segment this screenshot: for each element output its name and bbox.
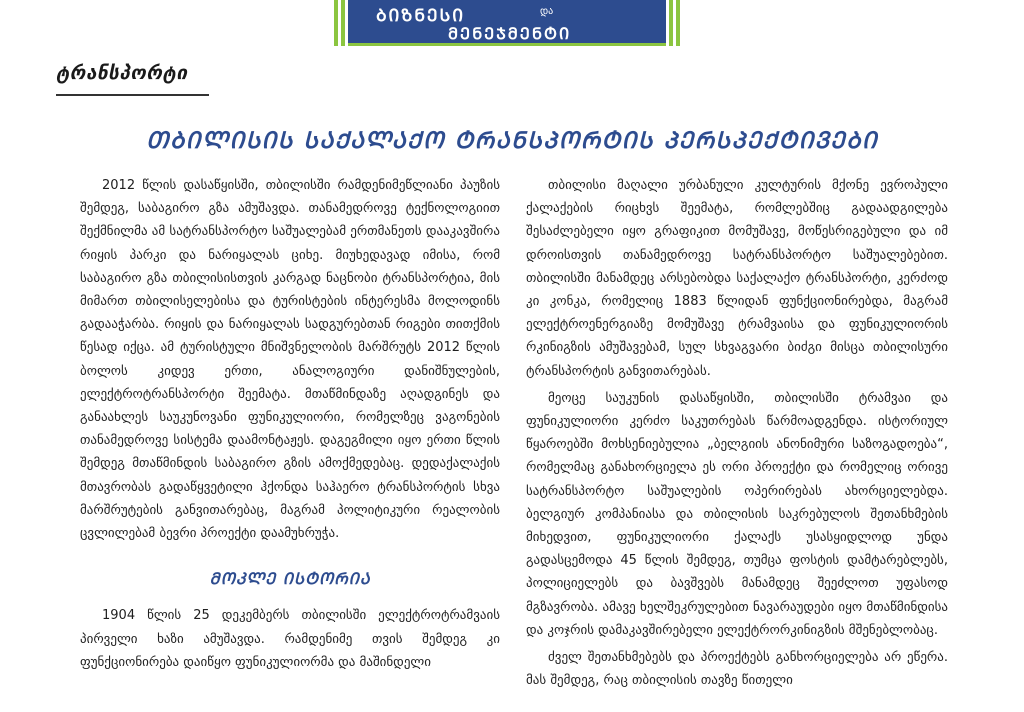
paragraph: ძველ შეთანხმებებს და პროექტებს განხორციელება არ ეწერა. მას შემდეგ, რაც თბილისის თავზე წითელი [526, 650, 948, 689]
masthead-line2: ᲛᲔᲜᲔᲯᲛᲔᲜᲢᲘ [448, 24, 572, 43]
article-title: ᲗᲑᲘᲚᲘᲡᲘᲡ ᲡᲐᲥᲐᲚᲐᲥᲝ ᲢᲠᲐᲜᲡᲞᲝᲠᲢᲘᲡ ᲞᲔᲠᲡᲞᲔᲥᲢᲘᲕᲔᲑᲘ [146, 128, 878, 154]
paragraph: 1904 წლის 25 დეკემბერს თბილისში ელექტროტრამვაის პირველი ხაზი ამუშავდა. რამდენიმე თვის შემდეგ კი ფუნქციონირება დაიწყო ფუნიკულიორმა და მაშინდელი [80, 608, 500, 670]
masthead [334, 0, 680, 46]
masthead-ampersand: და [540, 6, 554, 17]
masthead-line1: ᲑᲘᲖᲜᲔᲡᲘ [376, 6, 466, 26]
section-underline [56, 94, 209, 96]
paragraph: 2012 წლის დასაწყისში, თბილისში რამდენიმეწლიანი პაუზის შემდეგ, საბაგირო გზა ამუშავდა. თანამედროვე ტექნოლოგიით შექმნილმა ამ სატრანსპორტო საშუალებამ ერთმანეთს დააკავშირა რიყის პარკი და ნარიყალას ციხე. მიუხედავად იმისა, რომ საბაგირო გზა თბილისისთვის კარგად ნაცნობი ტრანსპორტია, მის მიმართ თბილისელებისა და ტურისტების ინტერესმა მოლოდინს გადააჭარბა. რიყის და ნარიყალას სადგურებთან რიგები თითქმის წესად იქცა. ამ ტურისტული მნიშვნელობის მარშრუტს 2012 წლის ბოლოს კიდევ ერთი, ანალოგიური დანიშნულების, ელექტროტრანსპორტი შეემატა. მთაწმინდაზე აღადგინეს და განაახლეს საუკუნოვანი ფუნიკულიორი, რომელზეც ვაგონების თანამედროვე სისტემა დაამონტაჟეს. დაგეგმილი იყო ერთი წლის შემდეგ მთაწმინდის საბაგირო გზის ამოქმედებაც. დედაქალაქის მთავრობას გადაწყვეტილი ჰქონდა საჰაერო ტრანსპორტის სხვა მარშრუტების განვითარებაც, მაგრამ პოლიტიკური რეალობის ცვლილებამ ბევრი პროექტი დაამუხრუჭა. [80, 178, 500, 542]
masthead-stripe [676, 0, 680, 46]
paragraph: მეოცე საუკუნის დასაწყისში, თბილისში ტრამვაი და ფუნიკულიორი კერძო საკუთრებას წარმოადგენდა. ისტორიულ წყაროებში მოხსენიებულია „ბელგიის ანონიმური საზოგადოება“, რომელმაც განახორციელა ეს ორი პროექტი და რომელიც ორივე სატრანსპორტო საშუალების ოპერირებას ახორციელებდა. ბელგიურ კომპანიასა და თბილისის საკრებულოს შეთანხმების მიხედვით, ფუნიკულიორი ქალაქს უსასყიდლოდ უნდა გადასცემოდა 45 წლის შემდეგ, თუმცა ფოსტის დამტარებლებს, პოლიციელებს და ბავშვებს მანამდეც შეეძლოთ უფასოდ მგზავრობა. ამავე ხელშეკრულებით ნავარაუდები იყო მთაწმინდისა და კოჯრის დამაკავშირებელი ელექტრორკინიგზის მშენებლობაც. [526, 390, 948, 638]
masthead-banner [348, 0, 666, 46]
subheading: ᲛᲝᲙᲚᲔ ᲘᲡᲢᲝᲠᲘᲐ [209, 569, 371, 589]
masthead-stripe [334, 0, 338, 46]
masthead-stripe [341, 0, 345, 46]
section-label: ტრანსპორტი [56, 62, 188, 84]
right-column [526, 174, 948, 696]
paragraph: თბილისი მაღალი ურბანული კულტურის მქონე ევროპული ქალაქების რიცხვს შეემატა, რომლებშიც გადაადგილება შესაძლებელი იყო გრაფიკით მომუშავე, მოწესრიგებული და იმ დროისთვის თანამედროვე სატრანსპორტო საშუალებებით. თბილისში მანამდეც არსებობდა საქალაქო ტრანსპორტი, კერძოდ კი კონკა, რომელიც 1883 წლიდან ფუნქციონირებდა, მაგრამ ელექტროენერგიაზე მომუშავე ტრამვაისა და ფუნიკულიორის რკინიგზის ამუშავებამ, სულ სხვაგვარი ბიძგი მისცა თბილისური ტრანსპორტის განვითარებას. [526, 178, 948, 379]
masthead-stripe [669, 0, 673, 46]
left-column [80, 174, 500, 678]
